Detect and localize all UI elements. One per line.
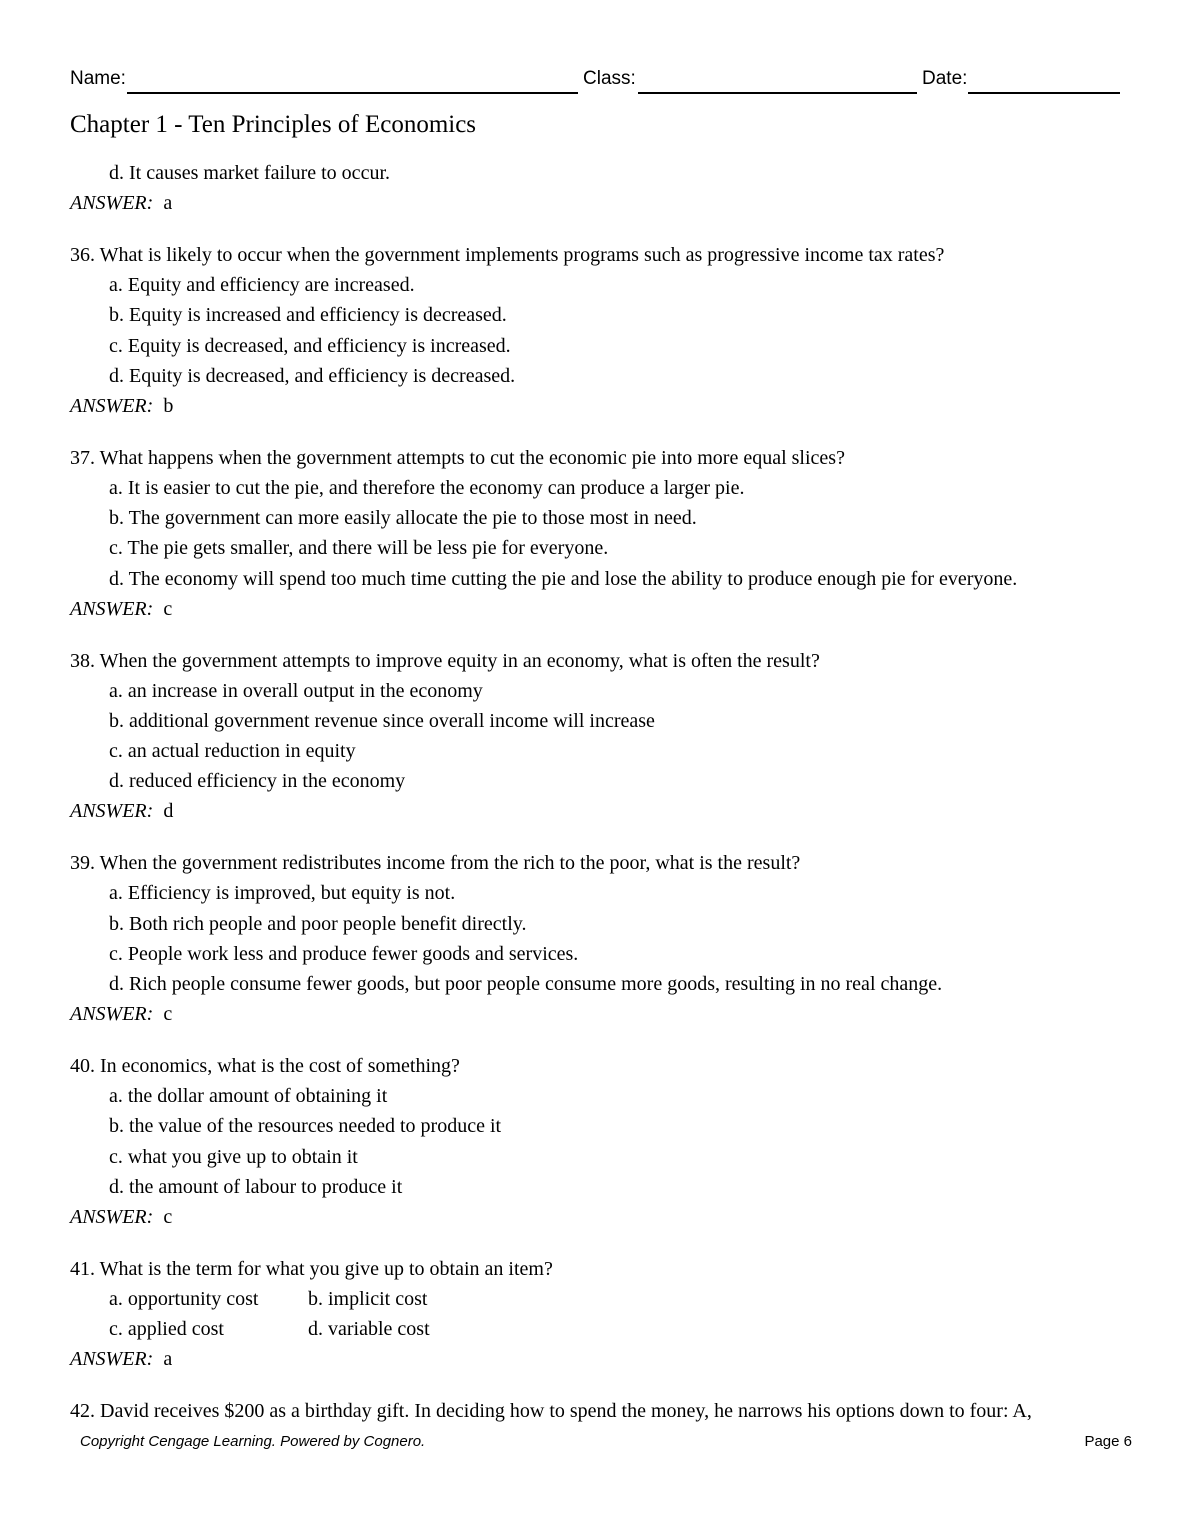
option-c: c. what you give up to obtain it bbox=[109, 1145, 358, 1168]
option-a: a. Efficiency is improved, but equity is not. bbox=[109, 882, 456, 905]
question-36 bbox=[70, 240, 1150, 421]
question-text: 36. What is likely to occur when the government implements programs such as progressive income tax rates? bbox=[70, 244, 945, 267]
question-40 bbox=[70, 1051, 1150, 1232]
question-41 bbox=[70, 1254, 1150, 1374]
option-b: b. the value of the resources needed to produce it bbox=[109, 1115, 502, 1138]
question-text: 40. In economics, what is the cost of something? bbox=[70, 1055, 460, 1078]
page-number: Page 6 bbox=[1084, 1433, 1132, 1450]
option-b: b. Both rich people and poor people benefit directly. bbox=[109, 912, 527, 935]
prev-question-option-d: d. It causes market failure to occur. bbox=[109, 162, 390, 184]
option-row bbox=[70, 1314, 1150, 1344]
answer-value: d bbox=[163, 800, 174, 823]
page-footer bbox=[80, 1433, 1132, 1453]
question-list bbox=[70, 158, 1150, 1426]
option-a: a. It is easier to cut the pie, and therefore the economy can produce a larger pie. bbox=[109, 476, 745, 499]
question-39 bbox=[70, 848, 1150, 1029]
option-a: a. opportunity cost bbox=[109, 1287, 259, 1310]
option-c: c. People work less and produce fewer goods and services. bbox=[109, 942, 579, 965]
question-text: 38. When the government attempts to improve equity in an economy, what is often the result? bbox=[70, 649, 820, 672]
question-37 bbox=[70, 443, 1150, 624]
answer-line bbox=[70, 796, 1150, 826]
answer-line bbox=[70, 391, 1150, 421]
answer-label: ANSWER: bbox=[70, 597, 154, 620]
answer-line bbox=[70, 594, 1150, 624]
answer-line bbox=[70, 1202, 1150, 1232]
option-a: a. Equity and efficiency are increased. bbox=[109, 274, 415, 297]
answer-label: ANSWER: bbox=[70, 394, 154, 417]
answer-label: ANSWER: bbox=[70, 192, 154, 215]
option-d: d. the amount of labour to produce it bbox=[109, 1175, 403, 1198]
option-b: b. additional government revenue since overall income will increase bbox=[109, 709, 655, 732]
option-d: d. Rich people consume fewer goods, but poor people consume more goods, resulting in no real change. bbox=[109, 973, 943, 995]
option-b: b. The government can more easily allocate the pie to those most in need. bbox=[109, 507, 697, 530]
student-info-header bbox=[70, 68, 1120, 96]
option-b: b. implicit cost bbox=[308, 1287, 428, 1310]
option-c: c. Equity is decreased, and efficiency is increased. bbox=[109, 334, 511, 357]
name-label: Name: bbox=[70, 68, 126, 89]
copyright-text: Copyright Cengage Learning. Powered by Cognero. bbox=[80, 1433, 426, 1450]
answer-label: ANSWER: bbox=[70, 1348, 154, 1371]
class-label: Class: bbox=[583, 68, 636, 89]
option-d: d. Equity is decreased, and efficiency is decreased. bbox=[109, 364, 516, 387]
option-a: a. an increase in overall output in the economy bbox=[109, 679, 483, 702]
answer-value: a bbox=[163, 1348, 173, 1371]
date-label: Date: bbox=[922, 68, 968, 89]
question-38 bbox=[70, 646, 1150, 827]
name-field[interactable] bbox=[127, 92, 578, 94]
answer-line bbox=[70, 188, 1150, 218]
option-c: c. applied cost bbox=[109, 1318, 224, 1341]
answer-label: ANSWER: bbox=[70, 1205, 154, 1228]
answer-line bbox=[70, 1344, 1150, 1374]
option-d: d. variable cost bbox=[308, 1318, 430, 1341]
answer-value: a bbox=[163, 192, 173, 215]
answer-label: ANSWER: bbox=[70, 1003, 154, 1026]
date-field[interactable] bbox=[968, 92, 1120, 94]
option-b: b. Equity is increased and efficiency is decreased. bbox=[109, 304, 507, 327]
option-d: d. The economy will spend too much time cutting the pie and lose the ability to produce enough pie for everyone. bbox=[109, 567, 1018, 590]
answer-value: b bbox=[163, 394, 174, 417]
answer-label: ANSWER: bbox=[70, 800, 154, 823]
answer-value: c bbox=[163, 1003, 173, 1026]
question-text: 37. What happens when the government attempts to cut the economic pie into more equal slices? bbox=[70, 446, 845, 469]
option-c: c. an actual reduction in equity bbox=[109, 740, 356, 763]
answer-line bbox=[70, 999, 1150, 1029]
answer-value: c bbox=[163, 597, 173, 620]
question-42 bbox=[70, 1396, 1150, 1426]
option-c: c. The pie gets smaller, and there will be less pie for everyone. bbox=[109, 537, 609, 560]
question-text: 39. When the government redistributes income from the rich to the poor, what is the result? bbox=[70, 852, 801, 875]
option-a: a. the dollar amount of obtaining it bbox=[109, 1085, 388, 1108]
question-text: 41. What is the term for what you give up to obtain an item? bbox=[70, 1257, 553, 1280]
answer-value: c bbox=[163, 1205, 173, 1228]
question-text: 42. David receives $200 as a birthday gift. In deciding how to spend the money, he narrows his options down to four: A, bbox=[70, 1400, 1032, 1423]
page-title: Chapter 1 - Ten Principles of Economics bbox=[70, 111, 477, 138]
option-row bbox=[70, 1284, 1150, 1314]
class-field[interactable] bbox=[638, 92, 917, 94]
option-d: d. reduced efficiency in the economy bbox=[109, 770, 406, 793]
